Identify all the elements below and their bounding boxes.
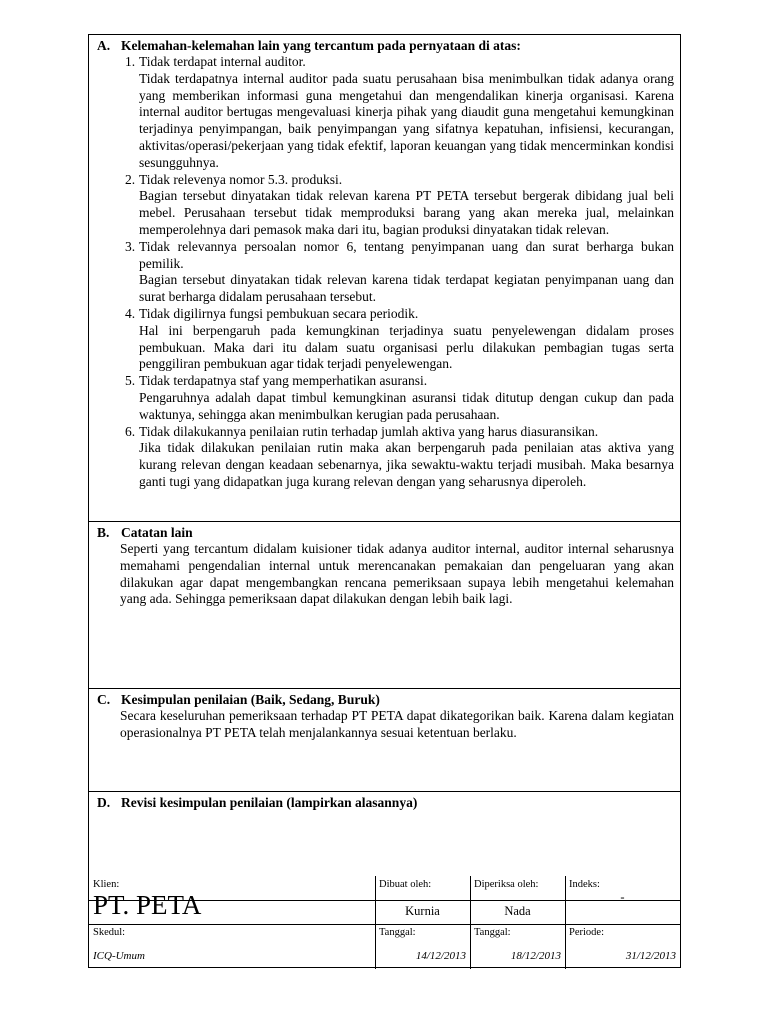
tanggal-diperiksa-cell [470, 924, 565, 969]
section-c-letter: C. [97, 692, 111, 707]
item-number: 6. [125, 423, 136, 439]
section-a-title: Kelemahan-kelemahan lain yang tercantum pada pernyataan di atas: [121, 38, 521, 53]
section-a-letter: A. [97, 38, 111, 53]
list-item [125, 306, 674, 373]
section-d-letter: D. [97, 795, 111, 810]
periode-cell [565, 924, 680, 969]
dibuat-value: Kurnia [405, 904, 440, 918]
diperiksa-cell [470, 876, 565, 924]
section-c-title: Kesimpulan penilaian (Baik, Sedang, Buruk) [121, 692, 380, 707]
item-body: Hal ini berpengaruh pada kemungkinan terjadinya suatu penyelewengan didalam proses pembukuan. Maka dari itu dalam suatu organisasi perlu dilakukan pembagian tugas serta penggiliran pembukuan agar tidak terjadi penyelewengan. [139, 322, 674, 372]
skedul-value: ICQ-Umum [93, 950, 145, 962]
footer-table [89, 876, 680, 969]
section-a [89, 35, 680, 522]
list-item [125, 54, 674, 172]
item-body: Pengaruhnya adalah dapat timbul kemungkinan asuransi tidak ditutup dengan cukup dan pada waktunya, sehingga akan menimbulkan kerugian pada perusahaan. [139, 389, 674, 422]
section-a-heading [97, 37, 521, 54]
section-c [89, 689, 680, 792]
section-d-heading [97, 794, 417, 811]
list-item [125, 239, 674, 306]
item-number: 4. [125, 305, 136, 321]
item-title: Tidak relevannya persoalan nomor 6, tentang penyimpanan uang dan surat berharga bukan pemilik. [139, 238, 674, 271]
klien-cell [89, 876, 375, 924]
diperiksa-label: Diperiksa oleh: [474, 879, 539, 890]
audit-worksheet [88, 34, 681, 968]
skedul-label: Skedul: [93, 927, 126, 938]
tanggal-diperiksa-value: 18/12/2013 [510, 950, 561, 962]
section-c-heading [97, 691, 380, 708]
list-item [125, 424, 674, 491]
diperiksa-value: Nada [504, 904, 531, 918]
tanggal-dibuat-cell [375, 924, 470, 969]
item-title: Tidak digilirnya fungsi pembukuan secara periodik. [139, 305, 419, 321]
item-number: 2. [125, 171, 136, 187]
indeks-label: Indeks: [569, 879, 600, 890]
item-title: Tidak terdapatnya staf yang memperhatikan asuransi. [139, 373, 428, 389]
section-b [89, 522, 680, 689]
klien-value: PT. PETA [93, 890, 202, 920]
section-b-text: Seperti yang tercantum didalam kuisioner tidak adanya auditor internal, auditor internal seharusnya memahami pengendalian internal untuk merencanakan pemakaian dan pengeluaran yang akan dilakukan agar dapat mengembangkan rencana pemeriksaan supaya lebih mengetahui kelemahan yang ada. Sehingga pemeriksaan dapat dilakukan dengan lebih baik lagi. [120, 541, 674, 607]
periode-value: 31/12/2013 [625, 950, 676, 962]
tanggal-label: Tanggal: [379, 927, 416, 938]
dibuat-label: Dibuat oleh: [379, 879, 432, 890]
item-number: 3. [125, 238, 136, 254]
indeks-cell [565, 876, 680, 924]
item-body: Tidak terdapatnya internal auditor pada suatu perusahaan bisa menimbulkan tidak adanya orang yang memberikan informasi guna mengetahui dan mengendalikan kinerja organisasi. Karena internal auditor bertugas mengevaluasi kinerja pihak yang diaudit guna mengetahui kemungkinan terjadinya penyimpangan, baik penyimpangan yang sifatnya kepatuhan, infisiensi, kecurangan, aktivitas/operasi/pekerjaan yang tidak efektif, laporan keuangan yang tidak mencerminkan kondisi sesungguhnya. [139, 70, 674, 170]
item-body: Bagian tersebut dinyatakan tidak relevan karena tidak terdapat kegiatan penyimpanan uang dan surat berharga didalam perusahaan tersebut. [139, 272, 674, 305]
item-body: Jika tidak dilakukan penilaian rutin maka akan berpengaruh pada penilaian atas aktiva yang kurang relevan dengan keadaan sebenarnya, jika sewaktu-waktu terjadi musibah. Maka besarnya ganti tugi yang didapatkan juga kurang relevan dengan yang seharusnya diperoleh. [139, 440, 674, 489]
section-b-letter: B. [97, 525, 110, 540]
indeks-value: - [620, 890, 625, 904]
dibuat-cell [375, 876, 470, 924]
list-item [125, 373, 674, 423]
klien-label: Klien: [93, 879, 120, 890]
item-number: 5. [125, 373, 136, 389]
weakness-list [125, 54, 674, 491]
list-item [125, 172, 674, 239]
item-title: Tidak relevenya nomor 5.3. produksi. [139, 171, 343, 187]
item-number: 1. [125, 54, 136, 69]
periode-label: Periode: [569, 927, 604, 938]
section-d-title: Revisi kesimpulan penilaian (lampirkan alasannya) [121, 795, 418, 810]
tanggal-dibuat-value: 14/12/2013 [415, 950, 466, 962]
tanggal-label: Tanggal: [474, 927, 511, 938]
item-title: Tidak dilakukannya penilaian rutin terhadap jumlah aktiva yang harus diasuransikan. [139, 423, 599, 439]
item-body: Bagian tersebut dinyatakan tidak relevan karena PT PETA tersebut bergerak dibidang jual beli mebel. Perusahaan tersebut tidak memproduksi barang yang akan mereka jual, melainkan memperolehnya dari pemasok maka dari itu, bagian produksi dinyatakan tidak relevan. [139, 188, 674, 237]
section-b-title: Catatan lain [121, 525, 193, 540]
item-title: Tidak terdapat internal auditor. [139, 54, 306, 69]
section-c-text: Secara keseluruhan pemeriksaan terhadap PT PETA dapat dikategorikan baik. Karena dalam kegiatan operasionalnya PT PETA telah menjalankannya sesuai ketentuan berlaku. [120, 708, 674, 740]
section-b-heading [97, 524, 193, 541]
skedul-cell [89, 924, 375, 969]
